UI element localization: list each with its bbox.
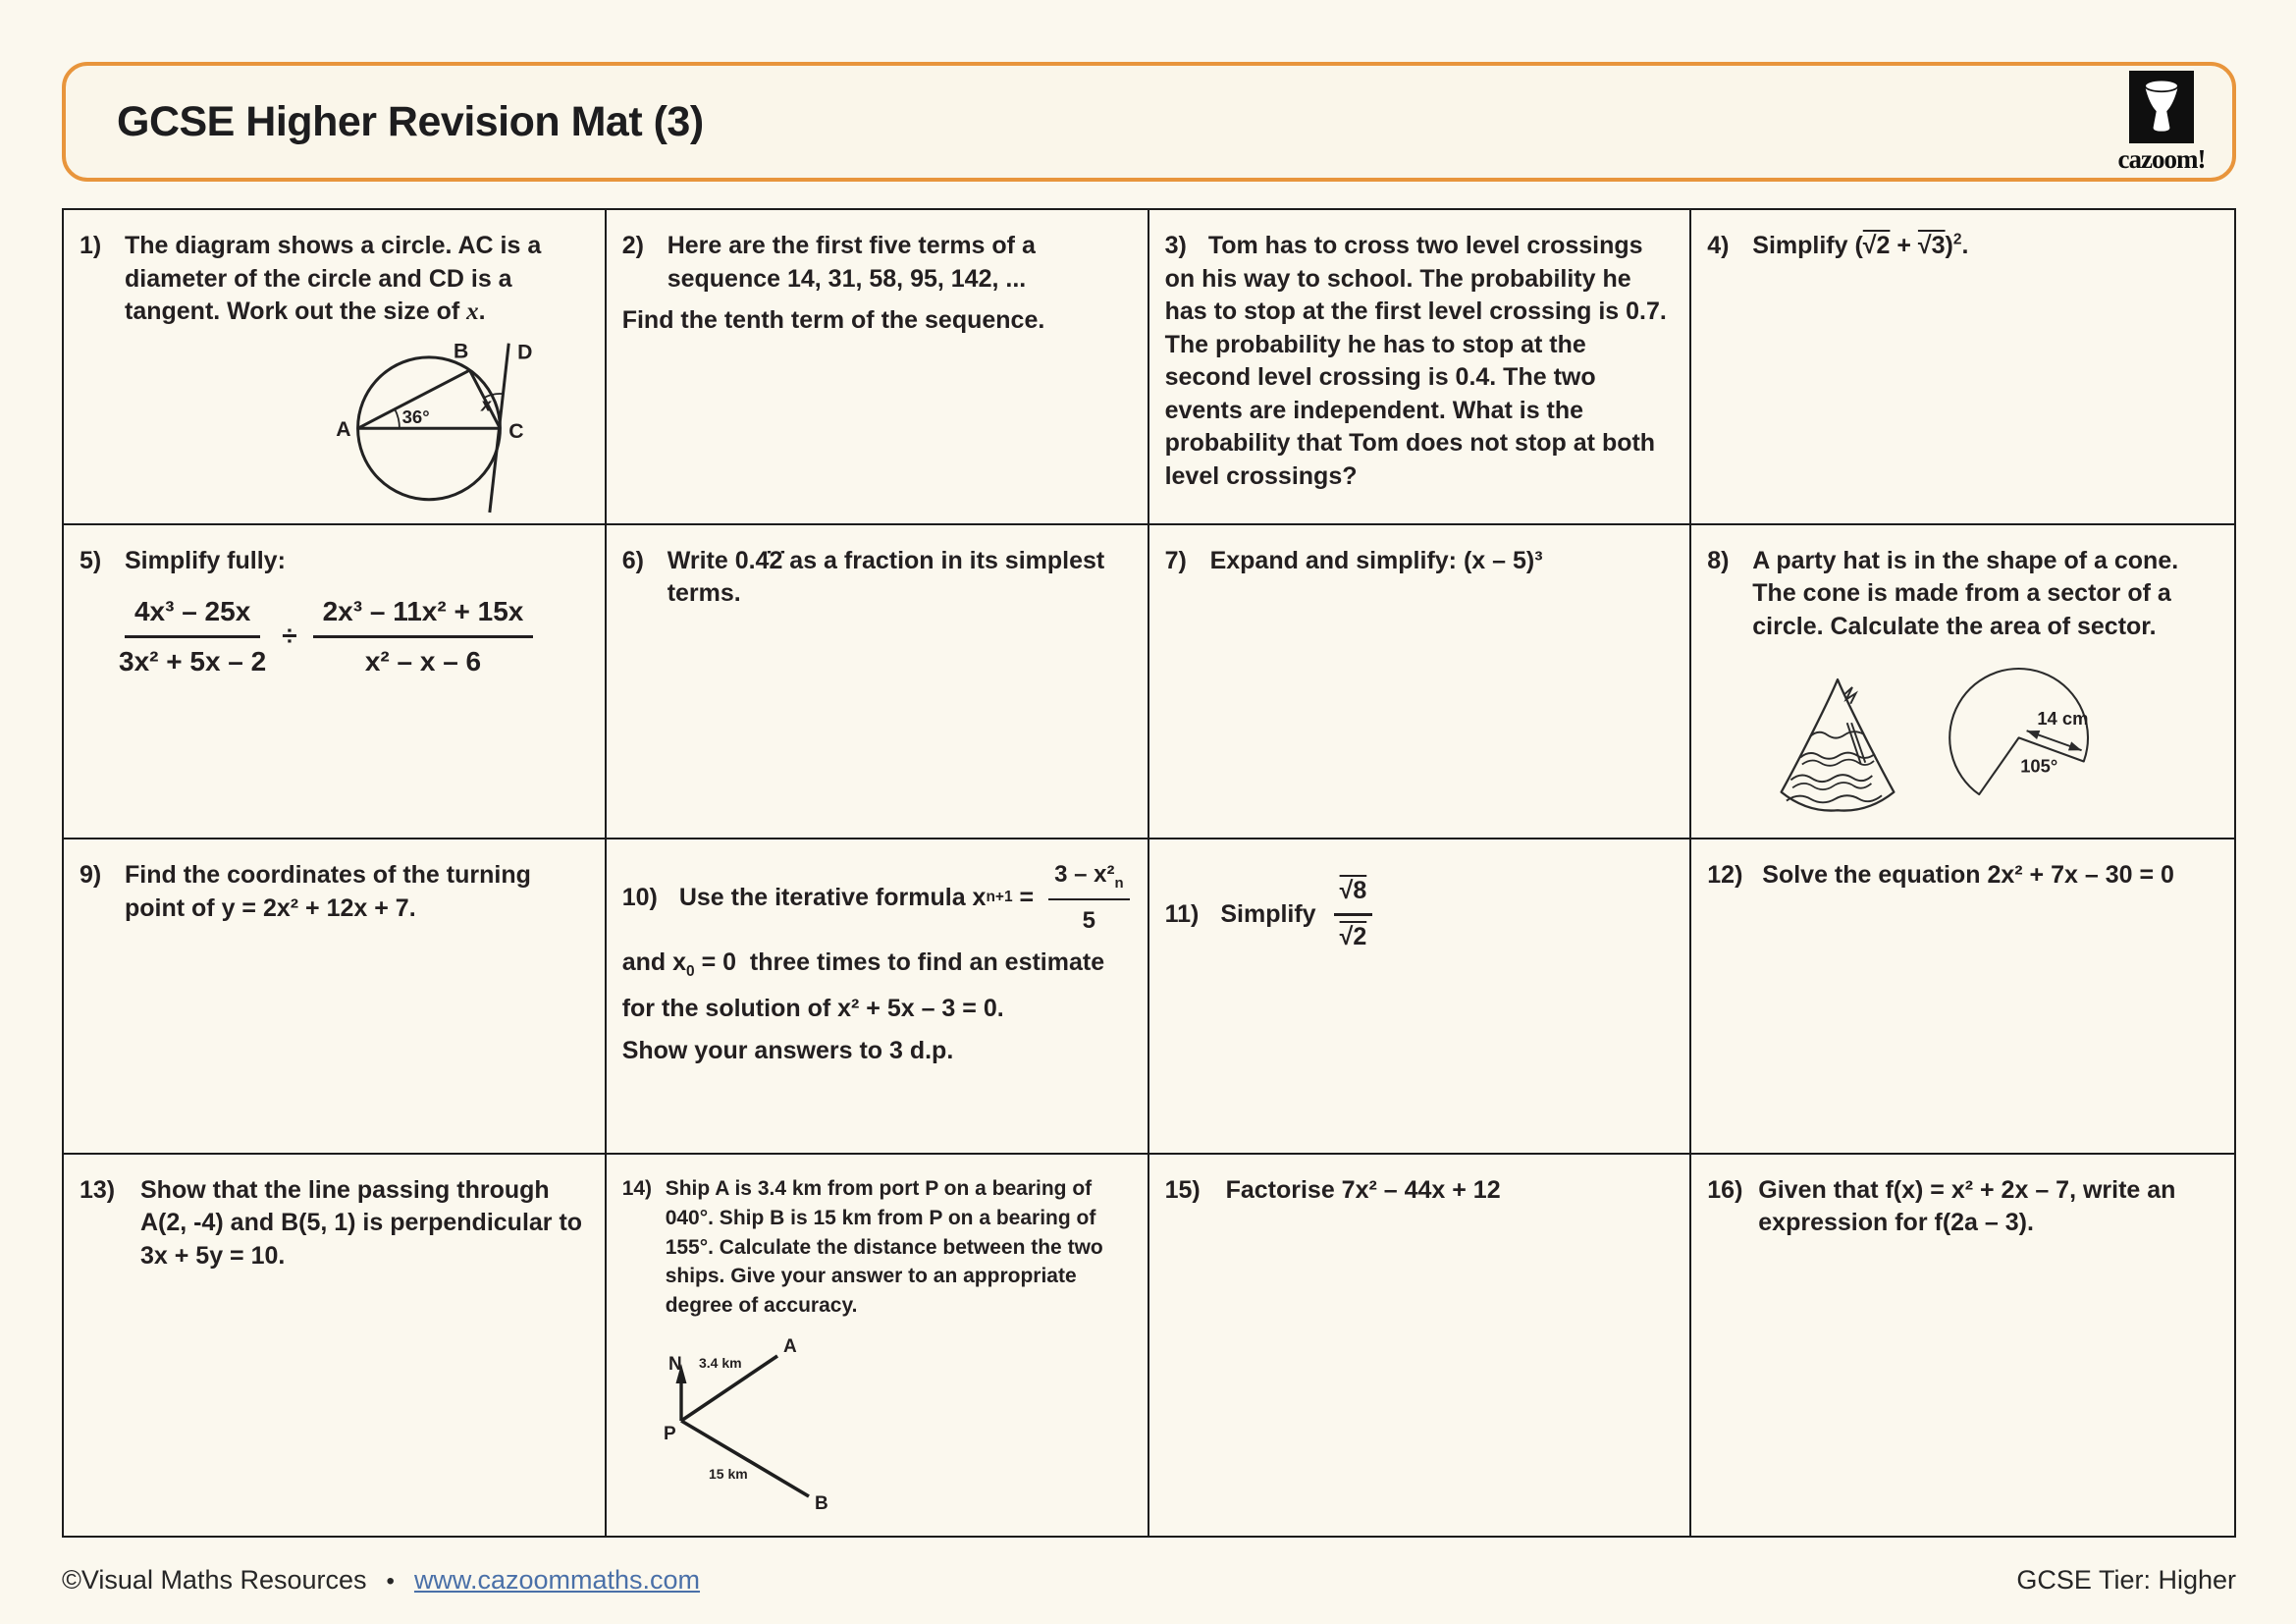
tier-label: GCSE Tier: Higher [2016,1565,2236,1595]
question-text: Solve the equation 2x² + 7x – 30 = 0 [1762,861,2174,890]
question-text: Factorise 7x² – 44x + 12 [1225,1175,1501,1204]
copyright-text: ©Visual Maths Resources [62,1565,367,1595]
question-cell-9 [64,839,607,1155]
question-number: 11) [1164,899,1200,928]
question-text: Simplify [1220,899,1316,928]
question-text: Write 0.4̇2̇ as a fraction in its simplest terms. [667,546,1105,608]
question-cell-7 [1149,525,1692,840]
question-text: Expand and simplify: (x – 5)³ [1209,546,1543,574]
cazoom-logo [2105,71,2218,175]
question-text: Show that the line passing through A(2, -4) and B(5, 1) is perpendicular to 3x + 5y = 10. [140,1175,583,1270]
question-number: 2) [621,232,644,259]
label-ship-b: B [814,1493,828,1514]
label-port-p: P [663,1424,676,1444]
question-number: 15) [1164,1175,1201,1204]
question-text: Given that f(x) = x² + 2x – 7, write an expression for f(2a – 3). [1758,1175,2176,1237]
question-number: 16) [1707,1175,1743,1204]
fraction-2: $\frac{\text{2x³ – 11x² + 15x}}{\text{x² – x – 6}}$ [313,593,534,679]
question-cell-2 [607,210,1149,525]
surd-fraction: $\frac{√8}{√2}$ [1334,875,1373,953]
question-number: 3) [1164,232,1187,259]
question-cell-16 [1691,1155,2234,1536]
question-number: 1) [80,232,102,259]
question-text-4: Show your answers to 3 d.p. [621,1037,954,1065]
question-cell-11 [1149,839,1692,1155]
question-cell-12 [1691,839,2234,1155]
question-text: A party hat is in the shape of a cone. The cone is made from a sector of a circle. Calculate the area of sector. [1752,546,2179,640]
iteration-fraction: $\frac{3 - x^2_n}{5}$ [1048,859,1129,937]
sqrt-2: √2 [1862,232,1891,259]
question-text: Here are the first five terms of a sequence 14, 31, 58, 95, 142, ... [667,232,1036,293]
label-distance-a: 3.4 km [698,1355,742,1371]
label-north: N [667,1354,682,1375]
surd-fraction-line [1165,875,1673,953]
question-number: 7) [1164,546,1187,574]
question-number: 13) [80,1175,116,1204]
question-text: 3) Tom has to cross two level crossings on his way to school. The probability he has to stop at the first level crossing is 0.7. The probability he has to stop at the second level crossing is 0.4. The two events are independent. What is the probability that Tom does not stop at both level crossings? [1164,232,1667,490]
iterative-formula-line: 10) Use the iterative formula x n+1 = $\frac{3 - x^2_n}{5}$ [622,859,1130,937]
question-number: 8) [1707,546,1730,574]
question-number: 6) [621,546,644,574]
question-number: 5) [80,546,102,574]
footer [62,1565,2236,1596]
sector-diagram [1939,653,2104,814]
question-number: 10) [621,883,658,911]
question-number: 14) [621,1176,653,1200]
radius-label: 14 cm [2037,707,2089,729]
label-angle-x: x [480,394,492,415]
question-text: Ship A is 3.4 km from port P on a bearing of 040°. Ship B is 15 km from P on a bearing of 155°. Calculate the distance between the two ships. Give your answer to an appropriate degree of accuracy. [665,1176,1103,1318]
question-cell-13 [64,1155,607,1536]
question-cell-6 [607,525,1149,840]
algebraic-fraction-expression [119,593,587,679]
drum-icon [2129,71,2194,143]
label-a: A [335,417,351,441]
question-cell-4 [1691,210,2234,525]
question-cell-1 [64,210,607,525]
bearing-diagram [662,1334,828,1526]
question-number: 12) [1707,861,1743,890]
question-text: The diagram shows a circle. AC is a diameter of the circle and CD is a tangent. Work out the size of x. [125,232,542,325]
label-angle-36: 36° [401,406,430,427]
question-cell-8 [1691,525,2234,840]
question-text: Simplify $(√2 + √3)^2$. [1752,231,1969,259]
label-d: D [516,341,533,364]
question-text-3: for the solution of x² + 5x – 3 = 0. [621,994,1004,1022]
party-hat-diagram [1764,671,1911,814]
fraction-1: $\frac{\text{4x³ – 25x}}{\text{3x² + 5x – 2}}$ [119,593,266,679]
header [62,62,2236,182]
divide-sign: ÷ [282,621,297,652]
circle-tangent-diagram [325,317,585,521]
sqrt-3: √3 [1917,232,1946,259]
question-cell-14 [607,1155,1149,1536]
sector-angle-label: 105° [2020,755,2058,777]
question-cell-10 [607,839,1149,1155]
label-b: B [453,340,469,363]
question-cell-15 [1149,1155,1692,1536]
page-title: GCSE Higher Revision Mat (3) [117,97,704,145]
website-link[interactable]: www.cazoommaths.com [413,1565,701,1595]
question-number: 9) [80,861,102,890]
question-text-2: and $x_0 = 0$ three times to find an estimate [621,948,1105,981]
question-number: 4) [1707,232,1730,259]
label-ship-a: A [782,1336,797,1357]
questions-table [62,208,2236,1538]
label-c: C [507,419,524,443]
question-text: Simplify fully: [125,546,286,574]
logo-wordmark: cazoom! [2117,144,2206,174]
question-cell-5 [64,525,607,840]
label-distance-b: 15 km [708,1466,748,1482]
bullet-separator: • [386,1568,395,1595]
question-cell-3 [1149,210,1692,525]
question-text-2: Find the tenth term of the sequence. [621,306,1045,334]
question-text: Find the coordinates of the turning point of y = 2x² + 12x + 7. [125,861,531,922]
